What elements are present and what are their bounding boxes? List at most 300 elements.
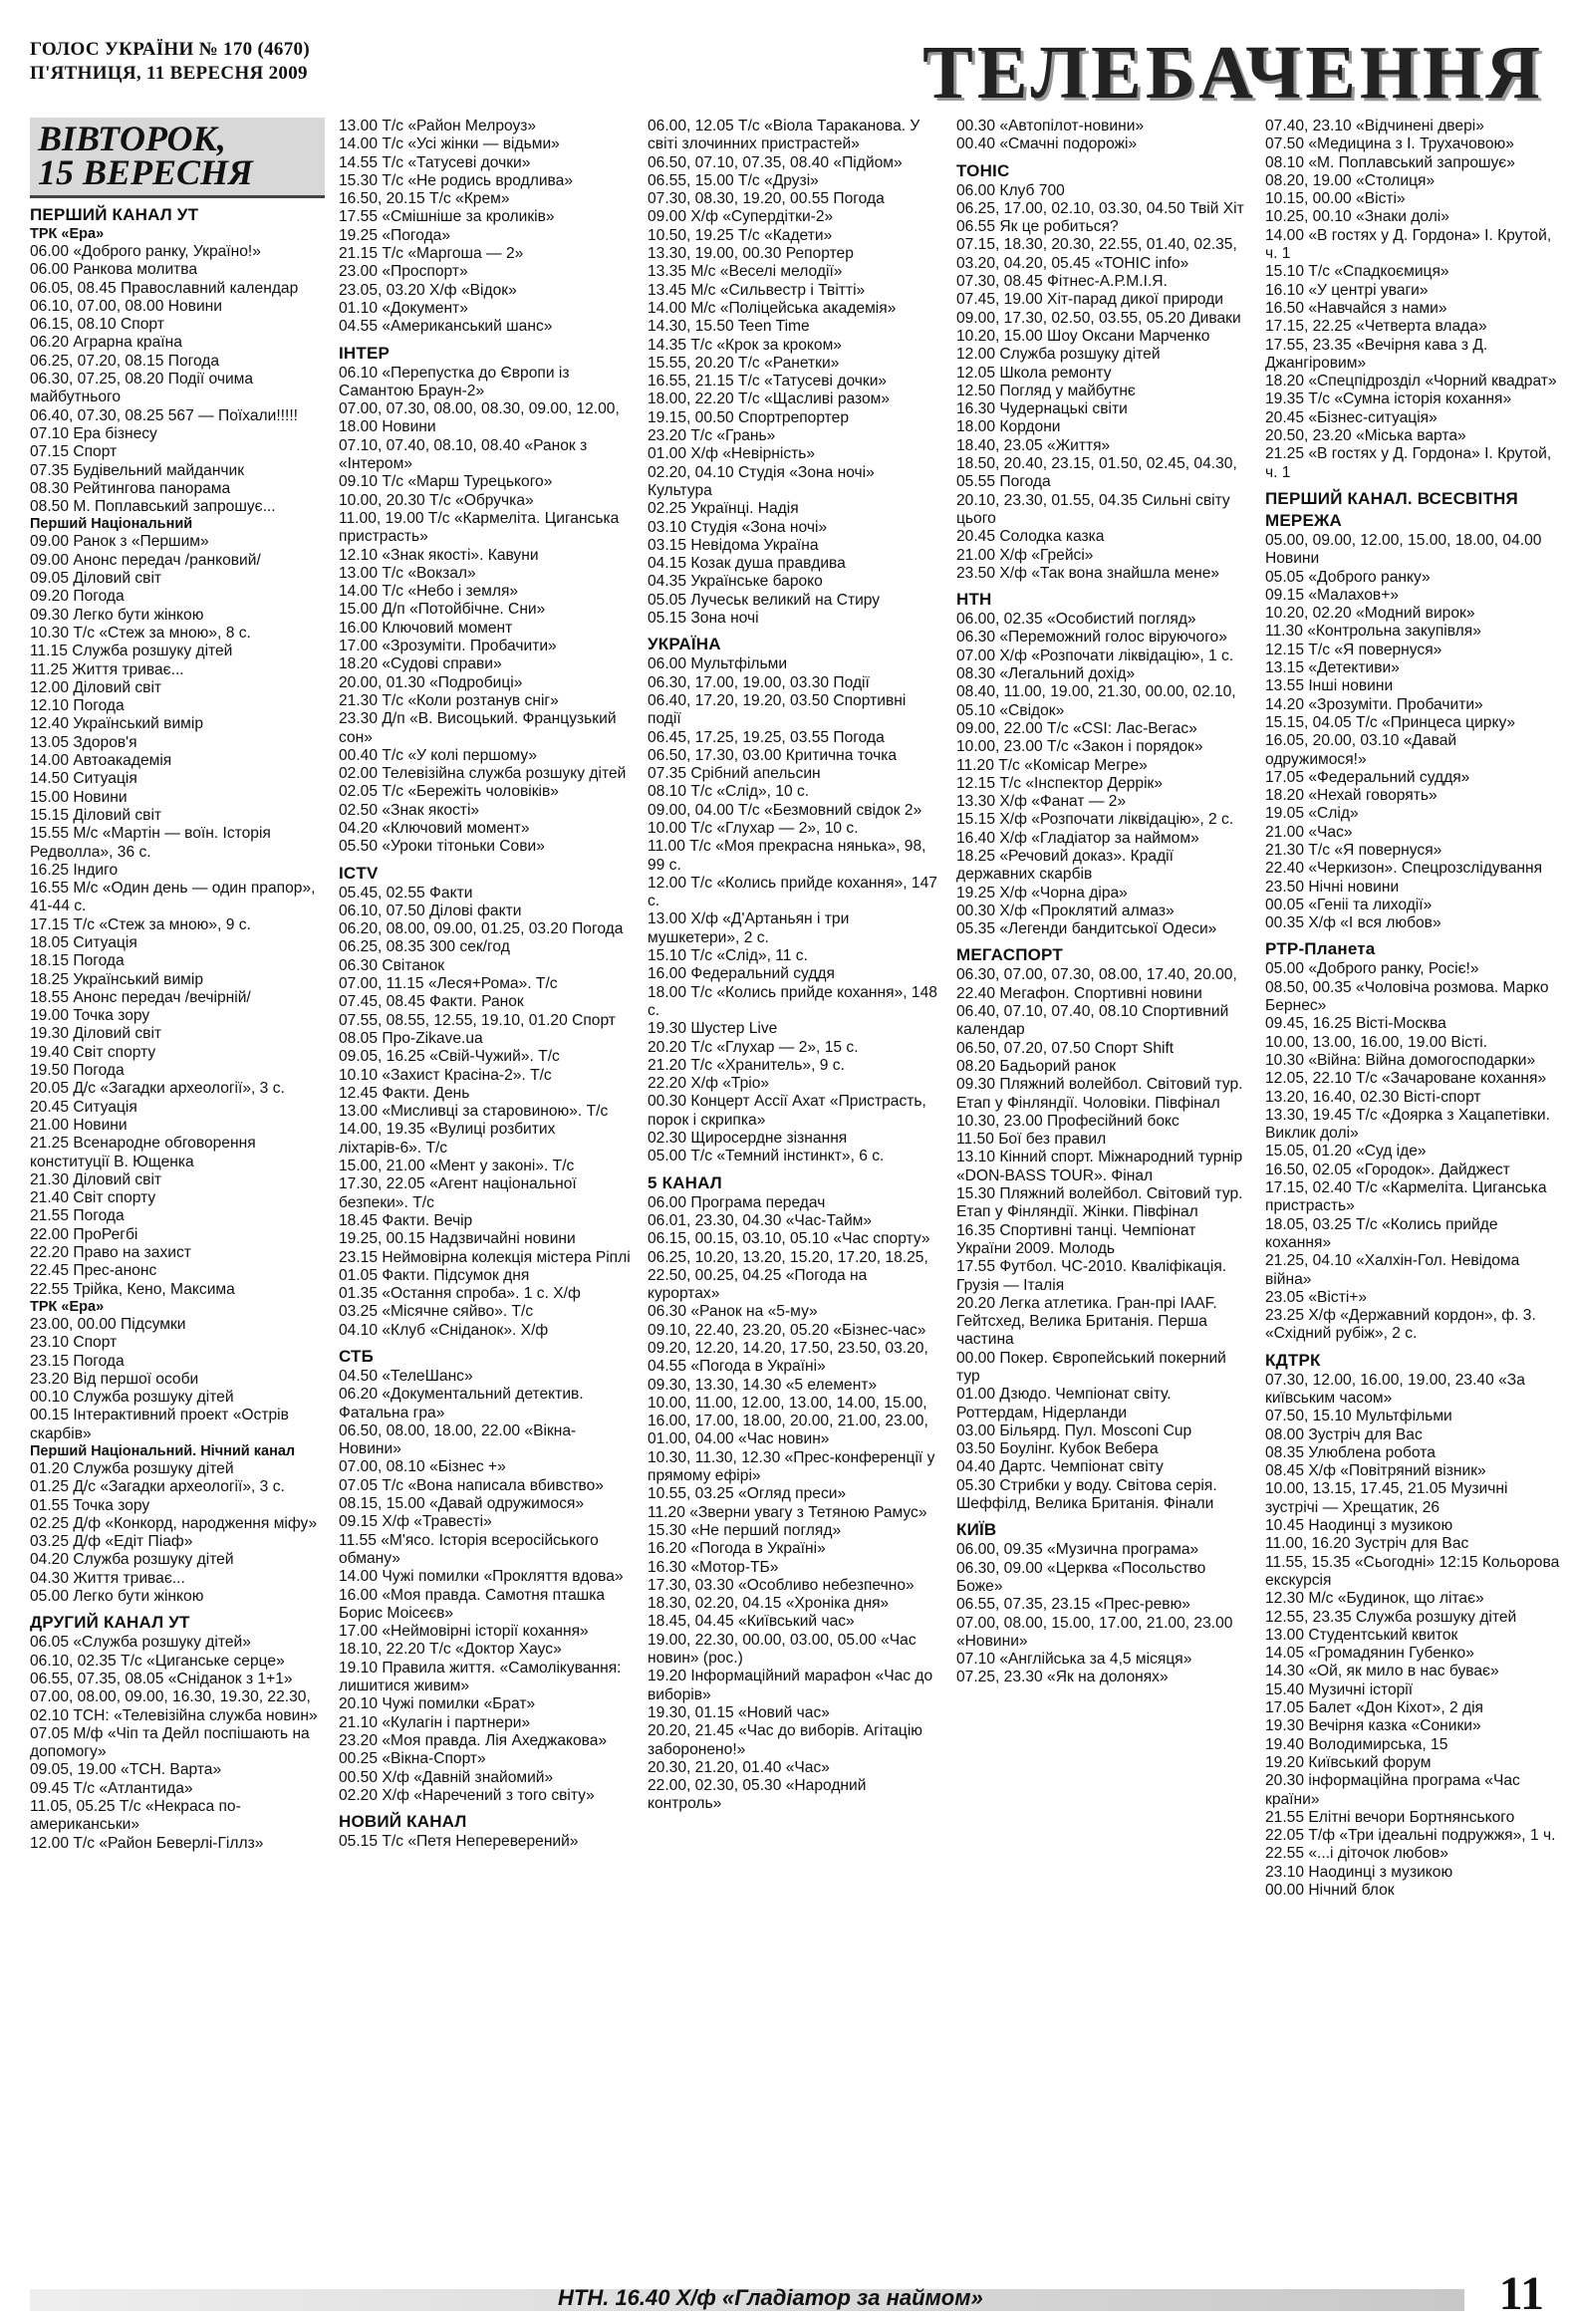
program-entry: 18.20 «Нехай говорять» xyxy=(1265,787,1438,805)
program-entry: 15.55, 20.20 Т/с «Ранетки» xyxy=(648,354,840,372)
program-entry: 17.00 «Неймовірні історії кохання» xyxy=(339,1623,589,1641)
program-entry: 14.00 «В гостях у Д. Гордона» І. Крутой, ч. 1 xyxy=(1265,226,1552,263)
program-entry: 09.10, 22.40, 23.20, 05.20 «Бізнес-час» xyxy=(648,1321,926,1339)
program-entry: 21.00 «Час» xyxy=(1265,823,1353,841)
program-entry: 02.30 Щиросердне зізнання xyxy=(648,1130,848,1148)
program-entry: 07.15 Спорт xyxy=(30,443,118,461)
program-entry: 21.30 Т/с «Коли розтанув сніг» xyxy=(339,691,559,709)
program-entry: 03.25 «Місячне сяйво». Т/с xyxy=(339,1303,534,1321)
program-entry: 01.25 Д/с «Загадки археології», 3 с. xyxy=(30,1478,285,1496)
column-3 xyxy=(648,118,942,2269)
program-entry: 14.00, 19.35 «Вулиці розбитих ліхтарів-6». Т/с xyxy=(339,1121,556,1157)
program-entry: 16.40 Х/ф «Гладіатор за наймом» xyxy=(956,829,1199,847)
program-entry: 18.20 «Судові справи» xyxy=(339,655,502,673)
program-entry: 05.00, 09.00, 12.00, 15.00, 18.00, 04.00 Новини xyxy=(1265,531,1542,568)
program-entry: 06.50, 07.10, 07.35, 08.40 «Підйом» xyxy=(648,153,903,171)
program-entry: 18.40, 23.05 «Життя» xyxy=(956,436,1111,454)
program-entry: 06.50, 17.30, 03.00 Критична точка xyxy=(648,746,898,764)
program-entry: 22.45 Прес-анонс xyxy=(30,1262,157,1280)
program-entry: 14.00 Т/с «Усі жінки — відьми» xyxy=(339,135,560,153)
tv-schedule xyxy=(30,118,1560,2289)
program-entry: 08.35 Улюблена робота xyxy=(1265,1443,1436,1461)
program-entry: 16.35 Спортивні танці. Чемпіонат України 2009. Молодь xyxy=(956,1221,1196,1257)
program-entry: 20.10, 23.30, 01.55, 04.35 Сильні світу цього xyxy=(956,491,1230,527)
program-entry: 05.00 «Доброго ранку, Росіє!» xyxy=(1265,960,1479,978)
program-entry: 09.15 «Малахов+» xyxy=(1265,586,1399,604)
program-entry: 06.10, 07.00, 08.00 Новини xyxy=(30,297,222,315)
program-entry: 21.15 Т/с «Маргоша — 2» xyxy=(339,245,524,263)
program-entry: 07.00, 08.00, 15.00, 17.00, 21.00, 23.00 «Новини» xyxy=(956,1614,1233,1650)
program-entry: 16.30 «Мотор-ТБ» xyxy=(648,1558,779,1576)
program-entry: 01.55 Точка зору xyxy=(30,1496,150,1514)
program-entry: 18.00, 22.20 Т/с «Щасливі разом» xyxy=(648,390,891,408)
program-entry: 20.45 Ситуація xyxy=(30,1098,137,1116)
channel-heading: УКРАЇНА xyxy=(648,635,721,654)
program-entry: 18.05, 03.25 Т/с «Колись прийде кохання» xyxy=(1265,1215,1498,1251)
channel-subheading: ТРК «Ера» xyxy=(30,1298,105,1315)
program-entry: 16.00 Федеральний суддя xyxy=(648,965,835,983)
program-entry: 07.00, 08.00, 09.00, 16.30, 19.30, 22.30, 02.10 ТСН: «Телевізійна служба новин» xyxy=(30,1688,318,1724)
program-entry: 05.05 «Доброго ранку» xyxy=(1265,568,1431,586)
program-entry: 06.30 Світанок xyxy=(339,956,445,974)
program-entry: 14.30 «Ой, як мило в нас буває» xyxy=(1265,1663,1499,1680)
program-entry: 10.55, 03.25 «Огляд преси» xyxy=(648,1485,847,1503)
program-entry: 06.10, 07.50 Ділові факти xyxy=(339,902,522,919)
program-entry: 05.15 Т/с «Петя Непереверений» xyxy=(339,1833,579,1851)
program-entry: 19.30, 01.15 «Новий час» xyxy=(648,1703,830,1721)
program-entry: 18.05 Ситуація xyxy=(30,933,137,951)
program-entry: 06.10 «Перепустка до Європи із Самантою Браун-2» xyxy=(339,364,570,399)
program-entry: 14.55 Т/с «Татусеві дочки» xyxy=(339,153,531,171)
program-entry: 04.20 Служба розшуку дітей xyxy=(30,1551,234,1569)
masthead xyxy=(30,32,1544,131)
program-entry: 23.50 Нічні новини xyxy=(1265,878,1400,896)
program-entry: 10.30, 23.00 Професійний бокс xyxy=(956,1112,1179,1130)
channel-heading: ДРУГИЙ КАНАЛ УТ xyxy=(30,1613,190,1633)
column-1 xyxy=(30,118,325,2269)
program-entry: 21.25 Всенародне обговорення конституції В. Ющенка xyxy=(30,1135,256,1170)
program-entry: 05.30 Стрибки у воду. Світова серія. Шеффілд, Велика Британія. Фінали xyxy=(956,1476,1217,1513)
program-entry: 06.30 «Переможний голос віруючого» xyxy=(956,629,1227,646)
program-entry: 18.45 Факти. Вечір xyxy=(339,1211,473,1229)
program-entry: 13.30, 19.45 Т/с «Доярка з Хацапетівки. Виклик долі» xyxy=(1265,1106,1550,1143)
publication-name: ГОЛОС УКРАЇНИ № 170 (4670) xyxy=(30,39,310,60)
program-entry: 23.15 Погода xyxy=(30,1352,125,1370)
channel-heading: КДТРК xyxy=(1265,1350,1321,1370)
program-entry: 20.30, 21.20, 01.40 «Час» xyxy=(648,1758,830,1776)
program-entry: 20.50, 23.20 «Міська варта» xyxy=(1265,427,1466,445)
program-entry: 00.15 Інтерактивний проект «Острів скарбів» xyxy=(30,1407,289,1442)
program-entry: 18.15 Погода xyxy=(30,952,125,970)
program-entry: 17.55 «Смішніше за кроликів» xyxy=(339,208,555,226)
program-entry: 00.00 Покер. Європейський покерний тур xyxy=(956,1349,1226,1385)
program-entry: 23.05 «Вісті+» xyxy=(1265,1288,1368,1306)
program-entry: 09.05, 16.25 «Свій-Чужий». Т/с xyxy=(339,1048,560,1066)
program-entry: 02.25 Д/ф «Конкорд, народження міфу» xyxy=(30,1514,318,1532)
program-entry: 06.55, 07.35, 23.15 «Прес-ревю» xyxy=(956,1596,1190,1614)
program-entry: 23.05, 03.20 Х/ф «Відок» xyxy=(339,281,517,299)
program-entry: 20.45 Солодка казка xyxy=(956,528,1105,546)
program-entry: 21.40 Світ спорту xyxy=(30,1189,156,1207)
program-entry: 06.40, 07.30, 08.25 567 — Поїхали!!!!! xyxy=(30,406,298,424)
program-entry: 10.20, 15.00 Шоу Оксани Марченко xyxy=(956,327,1210,345)
program-entry: 16.00 «Моя правда. Самотня пташка Борис Моісеєв» xyxy=(339,1586,606,1622)
program-entry: 10.00, 20.30 Т/с «Обручка» xyxy=(339,491,534,509)
program-entry: 23.25 Х/ф «Державний кордон», ф. 3. «Східний рубіж», 2 с. xyxy=(1265,1307,1536,1343)
program-entry: 12.30 М/с «Будинок, що літає» xyxy=(1265,1590,1484,1608)
program-entry: 09.00, 22.00 Т/с «CSI: Лас-Вегас» xyxy=(956,719,1197,737)
program-entry: 02.25 Українці. Надія xyxy=(648,500,799,518)
program-entry: 06.00 Програма передач xyxy=(648,1193,826,1211)
program-entry: 01.05 Факти. Підсумок дня xyxy=(339,1266,530,1284)
program-entry: 15.30 Т/с «Не родись вродлива» xyxy=(339,171,573,189)
program-entry: 14.00 Чужі помилки «Прокляття вдова» xyxy=(339,1568,624,1586)
program-entry: 13.45 М/с «Сильвестр і Твітті» xyxy=(648,281,866,299)
program-entry: 13.00 Студентський квиток xyxy=(1265,1626,1458,1644)
program-entry: 02.00 Телевізійна служба розшуку дітей xyxy=(339,765,627,783)
program-entry: 08.50 М. Поплавський запрошує... xyxy=(30,498,276,516)
program-entry: 04.15 Козак душа правдива xyxy=(648,555,846,573)
program-entry: 06.05, 08.45 Православний календар xyxy=(30,279,299,297)
program-entry: 20.45 «Бізнес-ситуація» xyxy=(1265,408,1438,426)
program-entry: 00.25 «Вікна-Спорт» xyxy=(339,1750,486,1768)
program-entry: 17.05 Балет «Дон Кіхот», 2 дія xyxy=(1265,1699,1484,1717)
program-entry: 08.40, 11.00, 19.00, 21.30, 00.00, 02.10, 05.10 «Свідок» xyxy=(956,683,1236,719)
program-entry: 18.50, 20.40, 23.15, 01.50, 02.45, 04.30, 05.55 Погода xyxy=(956,455,1237,491)
program-entry: 08.45 Х/ф «Повітряний візник» xyxy=(1265,1462,1486,1480)
program-entry: 10.45 Наодинці з музикою xyxy=(1265,1517,1453,1535)
program-entry: 12.15 Т/с «Я повернуся» xyxy=(1265,641,1442,658)
program-entry: 12.05 Школа ремонту xyxy=(956,364,1112,382)
program-entry: 10.30 «Війна: Війна домогосподарки» xyxy=(1265,1051,1536,1069)
channel-heading: ПЕРШИЙ КАНАЛ УТ xyxy=(30,205,199,224)
program-entry: 08.30 Рейтингова панорама xyxy=(30,479,231,497)
channel-heading: НОВИЙ КАНАЛ xyxy=(339,1812,467,1832)
program-entry: 11.25 Життя триває... xyxy=(30,660,184,678)
channel-heading: РТР-Планета xyxy=(1265,939,1376,959)
program-entry: 06.30, 07.25, 08.20 Події очима майбутнього xyxy=(30,371,254,406)
program-entry: 05.50 «Уроки тітоньки Сови» xyxy=(339,838,545,856)
program-entry: 04.10 «Клуб «Сніданок». Х/ф xyxy=(339,1321,549,1339)
day-date: 15 ВЕРЕСНЯ xyxy=(38,152,253,192)
program-entry: 19.35 Т/с «Сумна історія кохання» xyxy=(1265,390,1512,408)
program-entry: 22.00 ПроРегбі xyxy=(30,1225,138,1243)
program-entry: 07.50 «Медицина з І. Трухачовою» xyxy=(1265,135,1514,153)
program-entry: 19.10 Правила життя. «Самолікування: лишитися живим» xyxy=(339,1659,622,1695)
day-heading xyxy=(30,118,325,198)
program-entry: 11.20 Т/с «Комісар Мегре» xyxy=(956,756,1148,774)
program-entry: 10.30 Т/с «Стеж за мною», 8 с. xyxy=(30,624,251,642)
program-entry: 07.00, 07.30, 08.00, 08.30, 09.00, 12.00, 18.00 Новини xyxy=(339,400,620,436)
program-entry: 18.55 Анонс передач /вечірній/ xyxy=(30,988,251,1006)
program-entry: 12.00 Т/с «Район Беверлі-Гіллз» xyxy=(30,1834,264,1852)
program-entry: 06.20 Аграрна країна xyxy=(30,334,182,352)
program-entry: 22.40 «Черкизон». Спецрозслідування xyxy=(1265,860,1543,878)
program-entry: 00.30 Концерт Ассії Ахат «Пристрасть, порок і скрипка» xyxy=(648,1093,926,1129)
program-entry: 12.55, 23.35 Служба розшуку дітей xyxy=(1265,1608,1517,1626)
program-entry: 21.30 Т/с «Я повернуся» xyxy=(1265,841,1442,859)
program-entry: 09.00, 17.30, 02.50, 03.55, 05.20 Диваки xyxy=(956,309,1241,327)
program-entry: 16.30 Чудернацькі світи xyxy=(956,400,1128,418)
program-entry: 10.00 Т/с «Глухар — 2», 10 с. xyxy=(648,819,859,837)
program-entry: 09.00, 04.00 Т/с «Безмовний свідок 2» xyxy=(648,801,922,819)
program-entry: 09.00 Ранок з «Першим» xyxy=(30,533,209,551)
program-entry: 04.35 Українське бароко xyxy=(648,573,823,591)
program-entry: 17.55 Футбол. ЧС-2010. Кваліфікація. Грузія — Італія xyxy=(956,1258,1227,1294)
program-entry: 06.15, 08.10 Спорт xyxy=(30,316,164,334)
program-entry: 06.01, 23.30, 04.30 «Час-Тайм» xyxy=(648,1211,873,1229)
program-entry: 20.10 Чужі помилки «Брат» xyxy=(339,1695,536,1713)
program-entry: 19.00, 22.30, 00.00, 03.00, 05.00 «Час новин» (рос.) xyxy=(648,1631,916,1668)
program-entry: 09.05 Діловий світ xyxy=(30,570,162,588)
program-entry: 07.00, 11.15 «Леся+Рома». Т/с xyxy=(339,975,558,993)
program-entry: 05.15 Зона ночі xyxy=(648,610,759,628)
program-entry: 15.30 «Не перший погляд» xyxy=(648,1521,842,1539)
program-entry: 23.00, 00.00 Підсумки xyxy=(30,1315,186,1333)
program-entry: 18.25 «Речовий доказ». Крадії державних скарбів xyxy=(956,847,1174,884)
program-entry: 13.00 Т/с «Район Мелроуз» xyxy=(339,118,537,134)
program-entry: 18.25 Український вимір xyxy=(30,970,204,988)
program-entry: 07.40, 23.10 «Відчинені двері» xyxy=(1265,118,1484,134)
program-entry: 21.25, 04.10 «Халхін-Гол. Невідома війна» xyxy=(1265,1252,1520,1288)
program-entry: 13.35 М/с «Веселі мелодії» xyxy=(648,263,843,281)
program-entry: 14.05 «Громадянин Губенко» xyxy=(1265,1645,1474,1663)
program-entry: 03.50 Боулінг. Кубок Вебера xyxy=(956,1440,1159,1458)
program-entry: 07.00, 08.10 «Бізнес +» xyxy=(339,1458,506,1476)
program-entry: 12.10 «Знак якості». Кавуни xyxy=(339,546,539,564)
program-entry: 19.25 «Погода» xyxy=(339,226,451,244)
program-entry: 10.30, 11.30, 12.30 «Прес-конференції у прямому ефірі» xyxy=(648,1448,935,1485)
program-entry: 21.25 «В гостях у Д. Гордона» І. Крутой, ч. 1 xyxy=(1265,445,1552,481)
program-entry: 12.15 Т/с «Інспектор Деррік» xyxy=(956,774,1164,792)
program-entry: 20.30 інформаційна програма «Час країни» xyxy=(1265,1772,1520,1808)
program-entry: 19.15, 00.50 Спортрепортер xyxy=(648,408,849,426)
program-entry: 09.30 Легко бути жінкою xyxy=(30,606,204,624)
program-entry: 17.00 «Зрозуміти. Пробачити» xyxy=(339,638,557,655)
channel-subheading: Перший Національний. Нічний канал xyxy=(30,1443,296,1459)
program-entry: 10.00, 11.00, 12.00, 13.00, 14.00, 15.00, 16.00, 17.00, 18.00, 20.00, 21.00, 23.00, 01.00, 04.00 «Час новин» xyxy=(648,1394,928,1448)
program-entry: 11.05, 05.25 Т/с «Некраса по-американськи» xyxy=(30,1798,241,1834)
program-entry: 03.10 Студія «Зона ночі» xyxy=(648,518,828,536)
program-entry: 22.05 Т/ф «Три ідеальні подружжя», 1 ч. xyxy=(1265,1827,1556,1845)
program-entry: 19.20 Київський форум xyxy=(1265,1753,1432,1771)
program-entry: 17.15, 02.40 Т/с «Кармеліта. Циганська пристрасть» xyxy=(1265,1179,1547,1215)
section-title: ТЕЛЕБАЧЕННЯ xyxy=(922,31,1544,115)
program-entry: 06.50, 08.00, 18.00, 22.00 «Вікна-Новини» xyxy=(339,1421,577,1458)
program-entry: 10.25, 00.10 «Знаки долі» xyxy=(1265,208,1449,226)
program-entry: 13.00 Т/с «Вокзал» xyxy=(339,564,476,582)
channel-heading: 5 КАНАЛ xyxy=(648,1172,722,1192)
day-weekday: ВІВТОРОК, xyxy=(38,119,226,158)
program-entry: 09.20 Погода xyxy=(30,588,125,606)
program-entry: 00.40 «Смачні подорожі» xyxy=(956,135,1138,153)
program-entry: 18.45, 04.45 «Київський час» xyxy=(648,1613,855,1631)
program-entry: 03.00 Більярд. Пул. Mosconi Cup xyxy=(956,1421,1192,1439)
program-entry: 06.00 Клуб 700 xyxy=(956,181,1065,199)
program-entry: 07.50, 15.10 Мультфільми xyxy=(1265,1408,1452,1425)
footer-promo: НТН. 16.40 Х/ф «Гладіатор за наймом» xyxy=(558,2285,983,2310)
program-entry: 12.00 Т/с «Колись прийде кохання», 147 с. xyxy=(648,874,937,910)
program-entry: 16.50, 20.15 Т/с «Крем» xyxy=(339,190,510,208)
footer xyxy=(30,2267,1544,2320)
program-entry: 18.00 Т/с «Колись прийде кохання», 148 с. xyxy=(648,983,937,1019)
program-entry: 08.20 Бадьорий ранок xyxy=(956,1057,1117,1075)
program-entry: 19.30 Діловий світ xyxy=(30,1025,162,1043)
issue-date: П'ЯТНИЦЯ, 11 ВЕРЕСНЯ 2009 xyxy=(30,63,308,84)
program-entry: 19.30 Шустер Live xyxy=(648,1020,778,1038)
program-entry: 20.20, 21.45 «Час до виборів. Агітацію заборонено!» xyxy=(648,1722,922,1758)
program-entry: 19.00 Точка зору xyxy=(30,1007,150,1025)
program-entry: 13.30 Х/ф «Фанат — 2» xyxy=(956,793,1127,811)
program-entry: 11.15 Служба розшуку дітей xyxy=(30,643,233,660)
program-entry: 17.15, 22.25 «Четверта влада» xyxy=(1265,318,1487,336)
program-entry: 12.40 Український вимір xyxy=(30,715,204,733)
program-entry: 02.05 Т/с «Бережіть чоловіків» xyxy=(339,783,559,801)
program-entry: 15.15 Х/ф «Розпочати ліквідацію», 2 с. xyxy=(956,811,1234,829)
program-entry: 01.00 Дзюдо. Чемпіонат світу. Роттердам, Нідерланди xyxy=(956,1386,1172,1421)
program-entry: 14.20 «Зрозуміти. Пробачити» xyxy=(1265,695,1483,713)
program-entry: 15.00 Д/п «Потойбічне. Сни» xyxy=(339,601,546,619)
program-entry: 04.55 «Американський шанс» xyxy=(339,318,553,336)
program-entry: 20.00, 01.30 «Подробиці» xyxy=(339,673,523,691)
program-entry: 07.05 Т/с «Вона написала вбивство» xyxy=(339,1476,604,1494)
program-entry: 23.30 Д/п «В. Висоцький. Французький сон» xyxy=(339,710,617,746)
program-entry: 21.20 Т/с «Хранитель», 9 с. xyxy=(648,1056,845,1074)
program-entry: 15.10 Т/с «Спадкоємиця» xyxy=(1265,263,1449,281)
program-entry: 23.00 «Проспорт» xyxy=(339,263,468,281)
program-entry: 06.20 «Документальний детектив. Фатальна гра» xyxy=(339,1386,584,1421)
program-entry: 12.45 Факти. День xyxy=(339,1084,470,1102)
program-entry: 16.55 М/с «Один день — один прапор», 41-44 с. xyxy=(30,880,316,915)
program-entry: 22.20 Право на захист xyxy=(30,1244,191,1262)
program-entry: 09.30 Пляжний волейбол. Світовий тур. Етап у Фінляндії. Чоловіки. Півфінал xyxy=(956,1076,1243,1112)
program-entry: 17.30, 22.05 «Агент національної безпеки». Т/с xyxy=(339,1175,577,1211)
program-entry: 23.10 Наодинці з музикою xyxy=(1265,1863,1453,1881)
program-entry: 12.00 Діловий світ xyxy=(30,678,162,696)
program-entry: 09.00 Х/ф «Супердітки-2» xyxy=(648,208,834,226)
program-entry: 06.40, 07.10, 07.40, 08.10 Спортивний календар xyxy=(956,1003,1229,1039)
program-entry: 04.40 Дартс. Чемпіонат світу xyxy=(956,1458,1164,1476)
program-entry: 23.20 Від першої особи xyxy=(30,1370,199,1388)
program-entry: 09.45 Т/с «Атлантида» xyxy=(30,1779,193,1797)
program-entry: 07.10 «Англійська за 4,5 місяця» xyxy=(956,1651,1192,1669)
publication-info xyxy=(30,38,310,86)
column-4 xyxy=(956,118,1251,2269)
program-entry: 11.00 Т/с «Моя прекрасна нянька», 98, 99 с. xyxy=(648,838,926,874)
program-entry: 00.30 «Автопілот-новини» xyxy=(956,118,1145,134)
program-entry: 16.25 Індиго xyxy=(30,861,119,879)
program-entry: 10.50, 19.25 Т/с «Кадети» xyxy=(648,226,833,244)
channel-heading: ПЕРШИЙ КАНАЛ. ВСЕСВІТНЯ МЕРЕЖА xyxy=(1265,488,1518,530)
program-entry: 06.45, 17.25, 19.25, 03.55 Погода xyxy=(648,728,885,746)
channel-heading: ІНТЕР xyxy=(339,343,391,363)
program-entry: 07.30, 08.30, 19.20, 00.55 Погода xyxy=(648,190,885,208)
program-entry: 05.35 «Легенди бандитської Одеси» xyxy=(956,920,1217,938)
program-entry: 06.40, 17.20, 19.20, 03.50 Спортивні події xyxy=(648,691,907,728)
program-entry: 15.05, 01.20 «Суд іде» xyxy=(1265,1143,1427,1161)
program-entry: 10.00, 13.15, 17.45, 21.05 Музичні зустрічі — Хрещатик, 26 xyxy=(1265,1480,1508,1516)
program-entry: 16.05, 20.00, 03.10 «Давай одружимося!» xyxy=(1265,732,1457,768)
program-entry: 16.55, 21.15 Т/с «Татусеві дочки» xyxy=(648,373,888,390)
program-entry: 09.45, 16.25 Вісті-Москва xyxy=(1265,1015,1446,1033)
program-entry: 07.45, 08.45 Факти. Ранок xyxy=(339,993,524,1011)
program-entry: 15.10 Т/с «Слід», 11 с. xyxy=(648,947,808,965)
program-entry: 15.30 Пляжний волейбол. Світовий тур. Етап у Фінляндії. Жінки. Півфінал xyxy=(956,1185,1243,1221)
program-entry: 20.05 Д/с «Загадки археології», 3 с. xyxy=(30,1080,285,1098)
channel-subheading: ТРК «Ера» xyxy=(30,226,105,242)
program-entry: 11.00, 19.00 Т/с «Кармеліта. Циганська пристрасть» xyxy=(339,509,620,546)
program-entry: 10.00, 23.00 Т/с «Закон і порядок» xyxy=(956,738,1203,756)
program-entry: 05.05 Лучеськ великий на Стиру xyxy=(648,591,881,609)
program-entry: 10.20, 02.20 «Модний вирок» xyxy=(1265,605,1475,623)
program-entry: 06.30, 17.00, 19.00, 03.30 Події xyxy=(648,673,870,691)
program-entry: 07.00 Х/ф «Розпочати ліквідацію», 1 с. xyxy=(956,646,1234,664)
program-entry: 03.25 Д/ф «Едіт Піаф» xyxy=(30,1533,193,1551)
program-entry: 23.20 Т/с «Грань» xyxy=(648,427,776,445)
program-entry: 06.05 «Служба розшуку дітей» xyxy=(30,1634,251,1652)
program-entry: 12.50 Погляд у майбутнє xyxy=(956,382,1136,399)
program-entry: 05.00 Т/с «Темний інстинкт», 6 с. xyxy=(648,1148,885,1165)
program-entry: 09.10 Т/с «Марш Турецького» xyxy=(339,473,553,491)
program-entry: 14.30, 15.50 Teen Time xyxy=(648,318,810,336)
program-entry: 06.25, 17.00, 02.10, 03.30, 04.50 Твій Хіт xyxy=(956,199,1244,217)
program-entry: 11.55, 15.35 «Сьогодні» 12:15 Кольорова екскурсія xyxy=(1265,1553,1560,1589)
program-entry: 15.15 Діловий світ xyxy=(30,806,162,824)
program-entry: 00.40 Т/с «У колі першому» xyxy=(339,746,537,764)
program-entry: 09.00 Анонс передач /ранковий/ xyxy=(30,551,261,569)
program-entry: 19.40 Володимирська, 15 xyxy=(1265,1735,1448,1753)
column-5 xyxy=(1265,118,1560,2269)
program-entry: 11.55 «М'ясо. Історія всеросійського обману» xyxy=(339,1531,599,1567)
program-entry: 14.00 М/с «Поліцейська академія» xyxy=(648,299,897,317)
program-entry: 19.25 Х/ф «Чорна діра» xyxy=(956,884,1128,902)
program-entry: 06.20, 08.00, 09.00, 01.25, 03.20 Погода xyxy=(339,920,624,938)
program-entry: 00.10 Служба розшуку дітей xyxy=(30,1389,234,1407)
channel-heading: СТБ xyxy=(339,1347,375,1366)
program-entry: 21.00 Новини xyxy=(30,1116,128,1134)
program-entry: 08.10 «М. Поплавський запрошує» xyxy=(1265,153,1515,171)
program-entry: 10.15, 00.00 «Вісті» xyxy=(1265,190,1406,208)
program-entry: 11.00, 16.20 Зустріч для Вас xyxy=(1265,1535,1469,1553)
program-entry: 22.20 Х/ф «Тріо» xyxy=(648,1075,770,1093)
program-entry: 18.20 «Спецпідрозділ «Чорний квадрат» xyxy=(1265,373,1557,390)
program-entry: 15.00 Новини xyxy=(30,788,128,806)
program-entry: 06.00, 02.35 «Особистий погляд» xyxy=(956,611,1196,629)
program-entry: 16.10 «У центрі уваги» xyxy=(1265,281,1429,299)
channel-heading: ICTV xyxy=(339,863,379,883)
program-entry: 08.30 «Легальний дохід» xyxy=(956,665,1136,683)
program-entry: 06.50, 07.20, 07.50 Спорт Shift xyxy=(956,1039,1175,1057)
program-entry: 16.50, 02.05 «Городок». Дайджест xyxy=(1265,1161,1510,1178)
program-entry: 18.10, 22.20 Т/с «Доктор Хаус» xyxy=(339,1641,562,1659)
program-entry: 07.05 М/ф «Чіп та Дейл поспішають на допомогу» xyxy=(30,1724,310,1761)
program-entry: 16.00 Ключовий момент xyxy=(339,619,513,637)
program-entry: 06.10, 02.35 Т/с «Циганське серце» xyxy=(30,1652,285,1670)
page-number: 11 xyxy=(1498,2267,1544,2320)
program-entry: 17.15 Т/с «Стеж за мною», 9 с. xyxy=(30,915,251,933)
program-entry: 07.15, 18.30, 20.30, 22.55, 01.40, 02.35, 03.20, 04.20, 05.45 «ТОНІС info» xyxy=(956,236,1237,272)
program-entry: 09.15 Х/ф «Травесті» xyxy=(339,1513,492,1531)
program-entry: 06.00, 12.05 Т/с «Віола Тараканова. У світі злочинних пристрастей» xyxy=(648,118,920,153)
program-entry: 00.35 Х/ф «І вся любов» xyxy=(1265,914,1441,932)
program-entry: 06.25, 07.20, 08.15 Погода xyxy=(30,352,220,370)
program-entry: 07.55, 08.55, 12.55, 19.10, 01.20 Спорт xyxy=(339,1011,616,1029)
program-entry: 13.00 «Мисливці за старовиною». Т/с xyxy=(339,1103,609,1121)
program-entry: 22.00, 02.30, 05.30 «Народний контроль» xyxy=(648,1777,867,1813)
program-entry: 02.50 «Знак якості» xyxy=(339,801,480,819)
program-entry: 15.55 М/с «Мартін — воїн. Історія Редволла», 36 с. xyxy=(30,825,271,861)
program-entry: 06.00 «Доброго ранку, Україно!» xyxy=(30,243,261,260)
